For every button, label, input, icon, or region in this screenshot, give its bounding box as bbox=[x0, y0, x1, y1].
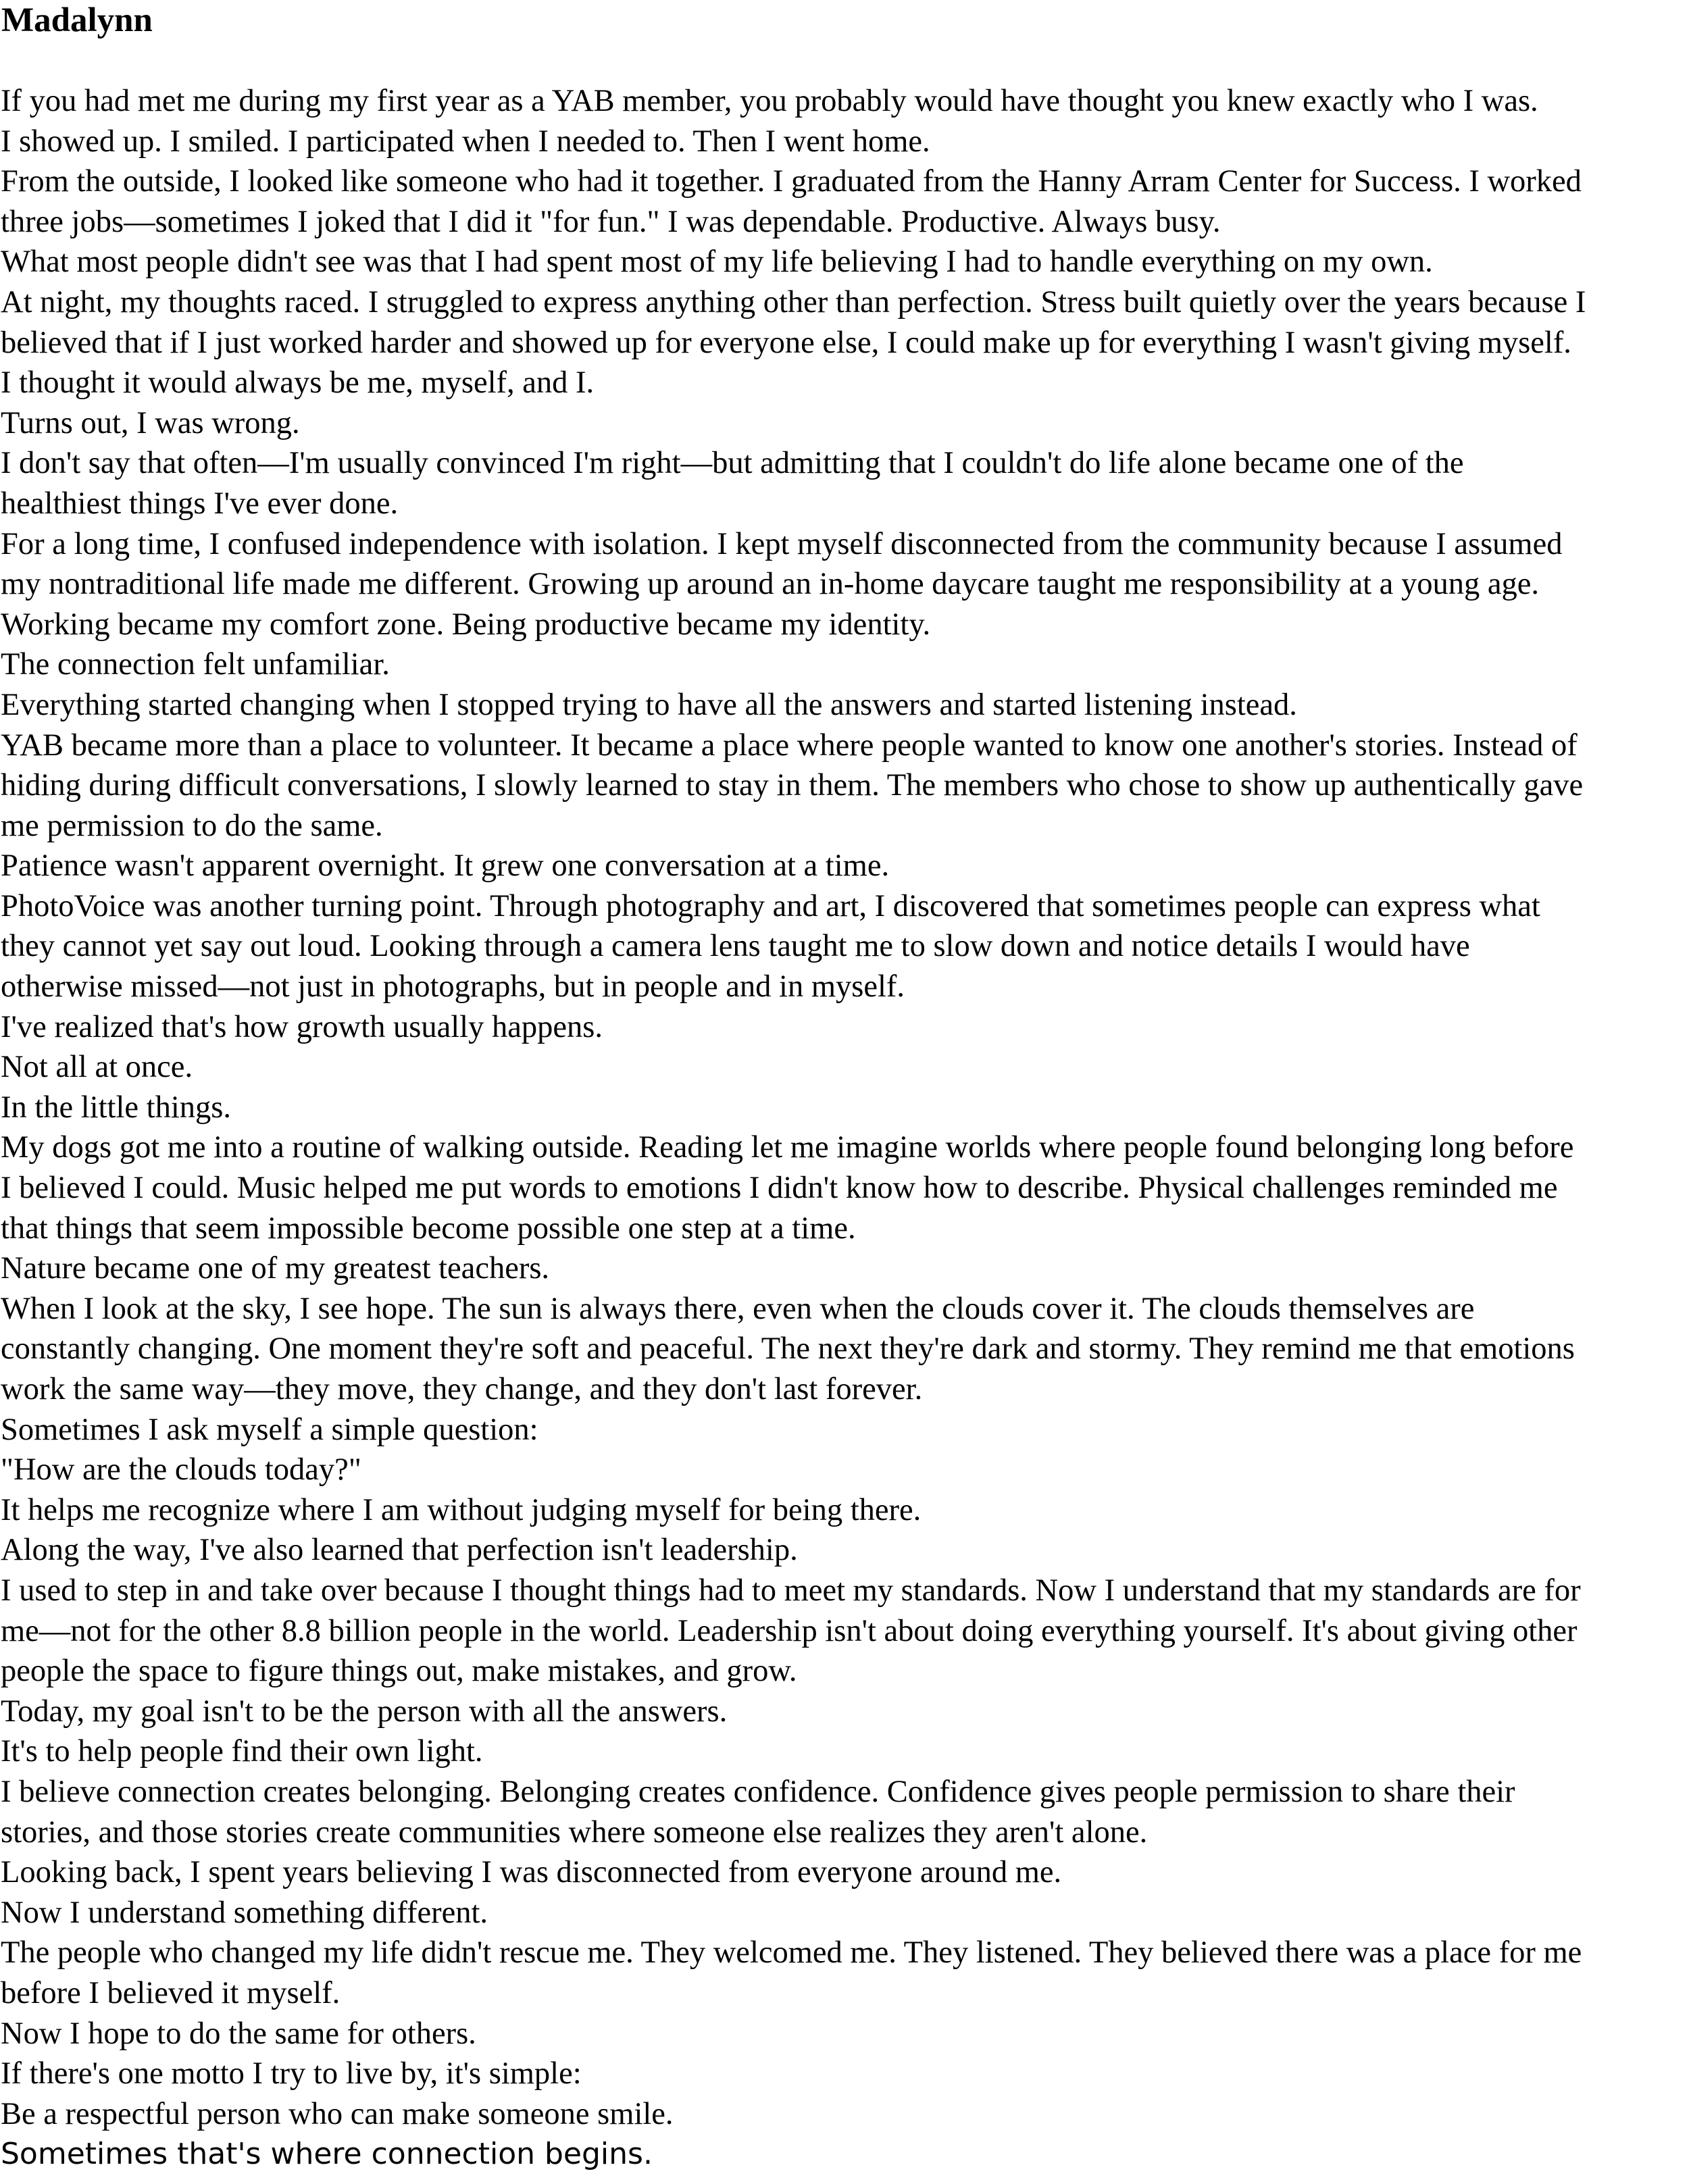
paragraph bbox=[0, 1490, 1686, 1531]
paragraph-line: people the space to figure things out, make mistakes, and grow. bbox=[1, 1654, 797, 1689]
paragraph-line: work the same way—they move, they change, and they don't last forever. bbox=[1, 1372, 923, 1406]
paragraph-line: I believed I could. Music helped me put words to emotions I didn't know how to describe. Physical challenges reminded me bbox=[1, 1171, 1558, 1206]
paragraph bbox=[0, 1530, 1686, 1571]
paragraph-line: My dogs got me into a routine of walking outside. Reading let me imagine worlds where people found belonging long before bbox=[1, 1130, 1574, 1165]
closing-line: Sometimes that's where connection begins. bbox=[1, 2137, 653, 2172]
paragraph-line: me—not for the other 8.8 billion people in the world. Leadership isn't about doing everything yourself. It's about giving other bbox=[1, 1613, 1578, 1648]
paragraph bbox=[0, 1571, 1686, 1692]
paragraph-line: In the little things. bbox=[1, 1090, 231, 1125]
paragraph bbox=[0, 886, 1686, 1007]
paragraph-line: me permission to do the same. bbox=[1, 808, 383, 843]
paragraph bbox=[0, 1289, 1686, 1410]
paragraph bbox=[0, 685, 1686, 726]
paragraph bbox=[0, 1731, 1686, 1772]
paragraph-line: When I look at the sky, I see hope. The sun is always there, even when the clouds cover it. The clouds themselves are bbox=[1, 1291, 1475, 1326]
paragraph bbox=[0, 282, 1686, 363]
paragraph bbox=[0, 846, 1686, 886]
paragraph-line: Now I hope to do the same for others. bbox=[1, 2016, 476, 2051]
paragraph bbox=[0, 726, 1686, 846]
paragraph-line: Everything started changing when I stopped trying to have all the answers and started listening instead. bbox=[1, 687, 1297, 722]
paragraph-line: From the outside, I looked like someone who had it together. I graduated from the Hanny Arram Center for Success. I worked bbox=[1, 164, 1582, 199]
title-spacer bbox=[0, 41, 1686, 81]
paragraph bbox=[0, 161, 1686, 242]
paragraph bbox=[0, 1047, 1686, 1088]
paragraph-line: healthiest things I've ever done. bbox=[1, 486, 399, 521]
paragraph bbox=[0, 1410, 1686, 1450]
paragraph-line: Not all at once. bbox=[1, 1050, 193, 1085]
paragraph-line: Be a respectful person who can make someone smile. bbox=[1, 2096, 674, 2131]
paragraph-line: believed that if I just worked harder and showed up for everyone else, I could make up for everything I wasn't giving myself. bbox=[1, 325, 1571, 360]
paragraph bbox=[0, 1852, 1686, 1893]
paragraph-line: It's to help people find their own light. bbox=[1, 1734, 483, 1769]
paragraph bbox=[0, 443, 1686, 524]
paragraph-line: I believe connection creates belonging. Belonging creates confidence. Confidence gives people permission to share their bbox=[1, 1774, 1515, 1809]
paragraph-line: Along the way, I've also learned that perfection isn't leadership. bbox=[1, 1533, 798, 1568]
paragraph-line: Working became my comfort zone. Being productive became my identity. bbox=[1, 607, 931, 642]
paragraph-line: I've realized that's how growth usually happens. bbox=[1, 1009, 603, 1044]
paragraph-line: PhotoVoice was another turning point. Through photography and art, I discovered that sometimes people can express what bbox=[1, 888, 1540, 923]
paragraph-line: Patience wasn't apparent overnight. It grew one conversation at a time. bbox=[1, 848, 890, 884]
paragraph-line: For a long time, I confused independence with isolation. I kept myself disconnected from the community because I assumed bbox=[1, 526, 1563, 561]
paragraph bbox=[0, 1127, 1686, 1248]
paragraph bbox=[0, 1692, 1686, 1732]
paragraph-line: Looking back, I spent years believing I was disconnected from everyone around me. bbox=[1, 1855, 1062, 1890]
paragraph-line: YAB became more than a place to volunteer. It became a place where people wanted to know one another's stories. Instead of bbox=[1, 728, 1578, 763]
paragraph-line: otherwise missed—not just in photographs, but in people and in myself. bbox=[1, 969, 905, 1005]
paragraph bbox=[0, 2054, 1686, 2094]
paragraph bbox=[0, 81, 1686, 122]
paragraph-line: Today, my goal isn't to be the person with all the answers. bbox=[1, 1694, 728, 1729]
paragraph-line: stories, and those stories create communities where someone else realizes they aren't alone. bbox=[1, 1814, 1148, 1850]
paragraph bbox=[0, 242, 1686, 282]
paragraph-line: three jobs—sometimes I joked that I did it "for fun." I was dependable. Productive. Always busy. bbox=[1, 204, 1221, 239]
paragraph-line: I don't say that often—I'm usually convinced I'm right—but admitting that I couldn't do life alone became one of the bbox=[1, 446, 1464, 481]
paragraph-line: If there's one motto I try to live by, it's simple: bbox=[1, 2056, 582, 2091]
paragraph-line: they cannot yet say out loud. Looking through a camera lens taught me to slow down and notice details I would have bbox=[1, 929, 1470, 964]
paragraph-line: Turns out, I was wrong. bbox=[1, 405, 300, 440]
paragraph-line: that things that seem impossible become possible one step at a time. bbox=[1, 1211, 856, 1246]
paragraph bbox=[0, 1450, 1686, 1490]
paragraph-line: my nontraditional life made me different. Growing up around an in-home daycare taught me responsibility at a young age. bbox=[1, 567, 1539, 602]
paragraph bbox=[0, 1248, 1686, 1289]
paragraph-line: I used to step in and take over because I thought things had to meet my standards. Now I understand that my standards are for bbox=[1, 1573, 1581, 1608]
paragraph bbox=[0, 1007, 1686, 1048]
paragraph-line: I thought it would always be me, myself, and I. bbox=[1, 365, 595, 401]
document-title: Madalynn bbox=[1, 1, 153, 39]
paragraph bbox=[0, 1772, 1686, 1852]
paragraph bbox=[0, 1893, 1686, 1933]
paragraph-line: Sometimes I ask myself a simple question: bbox=[1, 1412, 538, 1447]
paragraph-line: The people who changed my life didn't rescue me. They welcomed me. They listened. They believed there was a place for me bbox=[1, 1935, 1582, 1971]
paragraph bbox=[0, 524, 1686, 645]
paragraph-line: before I believed it myself. bbox=[1, 1975, 341, 2010]
paragraph-line: "How are the clouds today?" bbox=[1, 1452, 361, 1488]
paragraph-line: constantly changing. One moment they're soft and peaceful. The next they're dark and stormy. They remind me that emotions bbox=[1, 1331, 1575, 1367]
paragraph-line: Now I understand something different. bbox=[1, 1895, 488, 1930]
document-body bbox=[0, 81, 1686, 2134]
paragraph-line: If you had met me during my first year as a YAB member, you probably would have thought you knew exactly who I was. bbox=[1, 84, 1538, 118]
paragraph-line: hiding during difficult conversations, I slowly learned to stay in them. The members who chose to show up authentically gave bbox=[1, 768, 1584, 803]
paragraph bbox=[0, 122, 1686, 162]
paragraph bbox=[0, 363, 1686, 403]
paragraph-line: I showed up. I smiled. I participated when I needed to. Then I went home. bbox=[1, 124, 930, 159]
paragraph-line: What most people didn't see was that I had spent most of my life believing I had to handle everything on my own. bbox=[1, 245, 1433, 280]
paragraph-line: Nature became one of my greatest teachers. bbox=[1, 1251, 550, 1286]
paragraph bbox=[0, 644, 1686, 685]
paragraph bbox=[0, 2014, 1686, 2054]
paragraph bbox=[0, 403, 1686, 444]
paragraph-line: The connection felt unfamiliar. bbox=[1, 647, 390, 682]
paragraph bbox=[0, 2094, 1686, 2135]
paragraph-line: It helps me recognize where I am without judging myself for being there. bbox=[1, 1492, 922, 1527]
paragraph bbox=[0, 1933, 1686, 2013]
paragraph-line: At night, my thoughts raced. I struggled to express anything other than perfection. Stress built quietly over the years because I bbox=[1, 284, 1586, 320]
paragraph bbox=[0, 1088, 1686, 1128]
